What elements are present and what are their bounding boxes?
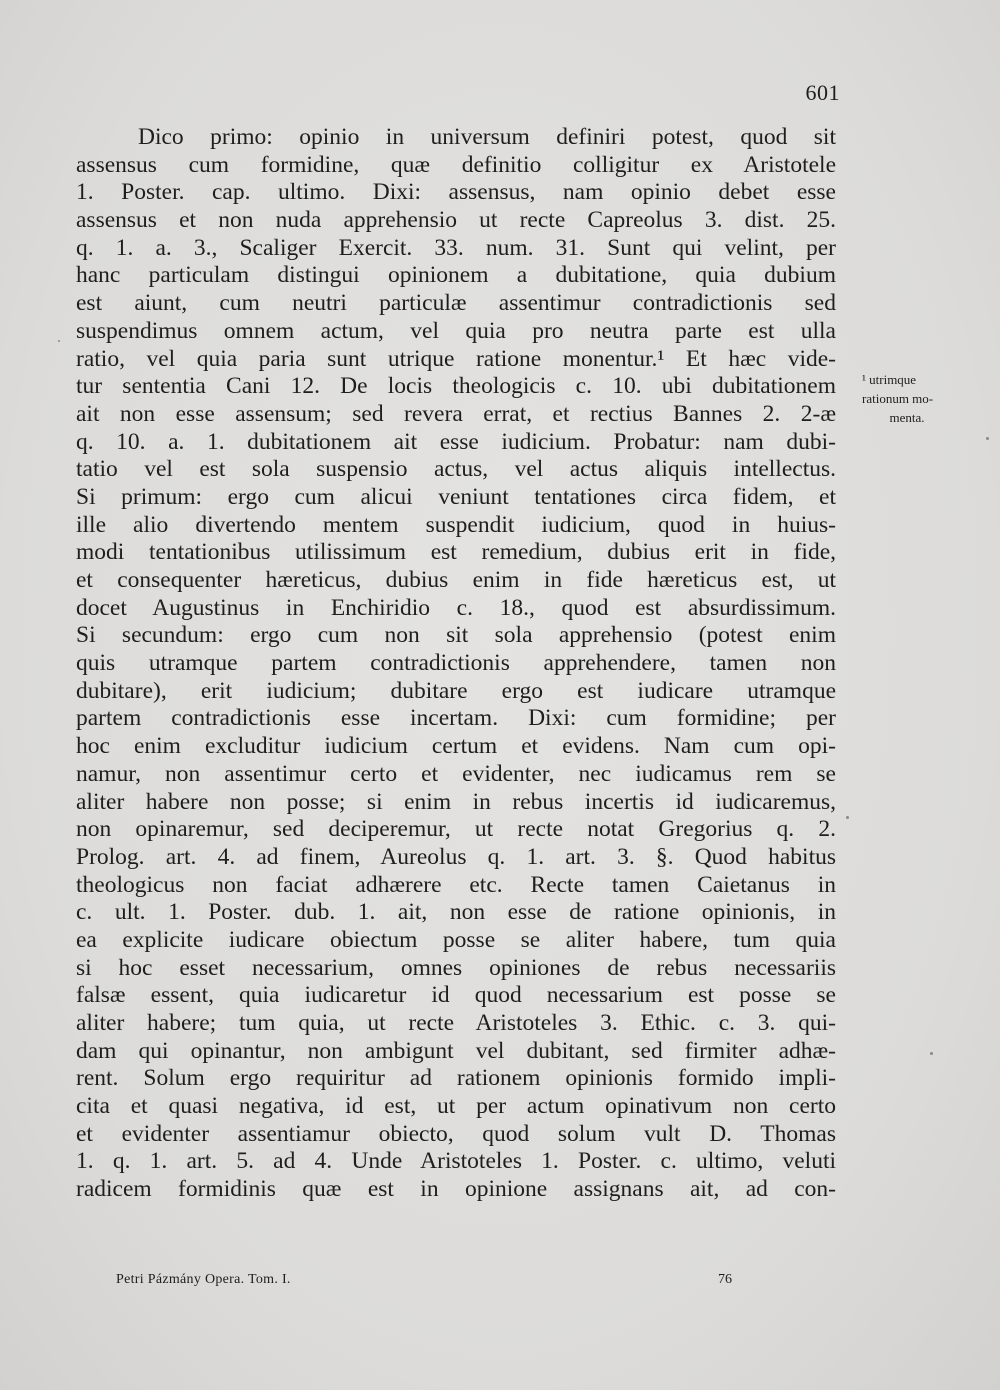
text-line: assensus cum formidine, quæ definitio colligitur ex Aristotele	[76, 151, 836, 178]
text-line: falsæ essent, quia iudicaretur id quod necessarium est posse se	[76, 982, 836, 1009]
text-line: est aiunt, cum neutri particulæ assentimur contradictionis sed	[76, 290, 836, 317]
text-line: rent. Solum ergo requiritur ad rationem opinionis formido impli-	[76, 1065, 836, 1092]
paper-speck	[58, 340, 60, 342]
text-line: ille alio divertendo mentem suspendit iudicium, quod in huius-	[76, 511, 836, 538]
text-line: aliter habere; tum quia, ut recte Aristoteles 3. Ethic. c. 3. qui-	[76, 1010, 836, 1036]
text-line: q. 10. a. 1. dubitationem ait esse iudicium. Probatur: nam dubi-	[76, 428, 836, 455]
text-line: docet Augustinus in Enchiridio c. 18., quod est absurdissimum.	[76, 594, 836, 621]
text-line: et consequenter hæreticus, dubius enim in fide hæreticus est, ut	[76, 567, 836, 593]
text-line: Si secundum: ergo cum non sit sola apprehensio (potest enim	[76, 622, 836, 649]
text-line: dam qui opinantur, non ambigunt vel dubitant, sed firmiter adhæ-	[76, 1037, 836, 1064]
text-line: partem contradictionis esse incertam. Dixi: cum formidine; per	[76, 705, 836, 732]
margin-note-line: ¹ utrimque	[862, 372, 917, 387]
text-line: tatio vel est sola suspensio actus, vel actus aliquis intellectus.	[76, 456, 836, 483]
text-line: ait non esse assensum; sed revera errat, et rectius Bannes 2. 2-æ	[76, 400, 836, 427]
text-line: 1. Poster. cap. ultimo. Dixi: assensus, nam opinio debet esse	[76, 179, 836, 206]
footer-signature: Petri Pázmány Opera. Tom. I.	[116, 1272, 291, 1287]
paper-speck	[930, 1052, 933, 1055]
text-line: theologicus non faciat adhærere etc. Recte tamen Caietanus in	[76, 871, 836, 898]
text-line: Dico primo: opinio in universum definiri potest, quod sit	[138, 124, 836, 150]
text-line: si hoc esset necessarium, omnes opiniones de rebus necessariis	[76, 954, 836, 981]
margin-footnote	[862, 370, 952, 427]
text-line: radicem formidinis quæ est in opinione assignans ait, ad con-	[76, 1176, 836, 1203]
main-text-block	[76, 124, 836, 1204]
text-line: quis utramque partem contradictionis apprehendere, tamen non	[76, 650, 836, 677]
page-number: 601	[805, 80, 840, 105]
margin-note-line: menta.	[889, 410, 925, 425]
text-line: ratio, vel quia paria sunt utrique ratione monentur.¹ Et hæc vide-	[76, 345, 836, 372]
text-line: ea explicite iudicare obiectum posse se aliter habere, tum quia	[76, 926, 836, 953]
text-line: hoc enim excluditur iudicium certum et evidens. Nam cum opi-	[76, 733, 836, 760]
text-line: modi tentationibus utilissimum est remedium, dubius erit in fide,	[76, 539, 836, 566]
text-line: tur sententia Cani 12. De locis theologicis c. 10. ubi dubitationem	[76, 373, 836, 400]
text-line: 1. q. 1. art. 5. ad 4. Unde Aristoteles 1. Poster. c. ultimo, veluti	[76, 1148, 836, 1175]
footer-signature-number: 76	[718, 1272, 732, 1287]
text-line: q. 1. a. 3., Scaliger Exercit. 33. num. 31. Sunt qui velint, per	[76, 234, 836, 261]
text-line: namur, non assentimur certo et evidenter, nec iudicamus rem se	[76, 760, 836, 787]
text-line: Prolog. art. 4. ad finem, Aureolus q. 1. art. 3. §. Quod habitus	[76, 843, 836, 870]
paper-speck	[846, 816, 849, 819]
margin-note-line: rationum mo-	[862, 391, 934, 406]
text-line: dubitare), erit iudicium; dubitare ergo est iudicare utramque	[76, 677, 836, 704]
paper-speck	[986, 437, 989, 440]
text-line: suspendimus omnem actum, vel quia pro neutra parte est ulla	[76, 317, 836, 344]
text-line: Si primum: ergo cum alicui veniunt tentationes circa fidem, et	[76, 483, 836, 510]
text-line: aliter habere non posse; si enim in rebus incertis id iudicaremus,	[76, 788, 836, 815]
text-line: hanc particulam distingui opinionem a dubitatione, quia dubium	[76, 262, 836, 289]
text-line: non opinaremur, sed deciperemur, ut recte notat Gregorius q. 2.	[76, 816, 836, 843]
text-line: cita et quasi negativa, id est, ut per actum opinativum non certo	[76, 1093, 836, 1120]
text-line: c. ult. 1. Poster. dub. 1. ait, non esse de ratione opinionis, in	[76, 899, 836, 926]
text-line: assensus et non nuda apprehensio ut recte Capreolus 3. dist. 25.	[76, 207, 836, 234]
text-line: et evidenter assentiamur obiecto, quod solum vult D. Thomas	[76, 1120, 836, 1147]
